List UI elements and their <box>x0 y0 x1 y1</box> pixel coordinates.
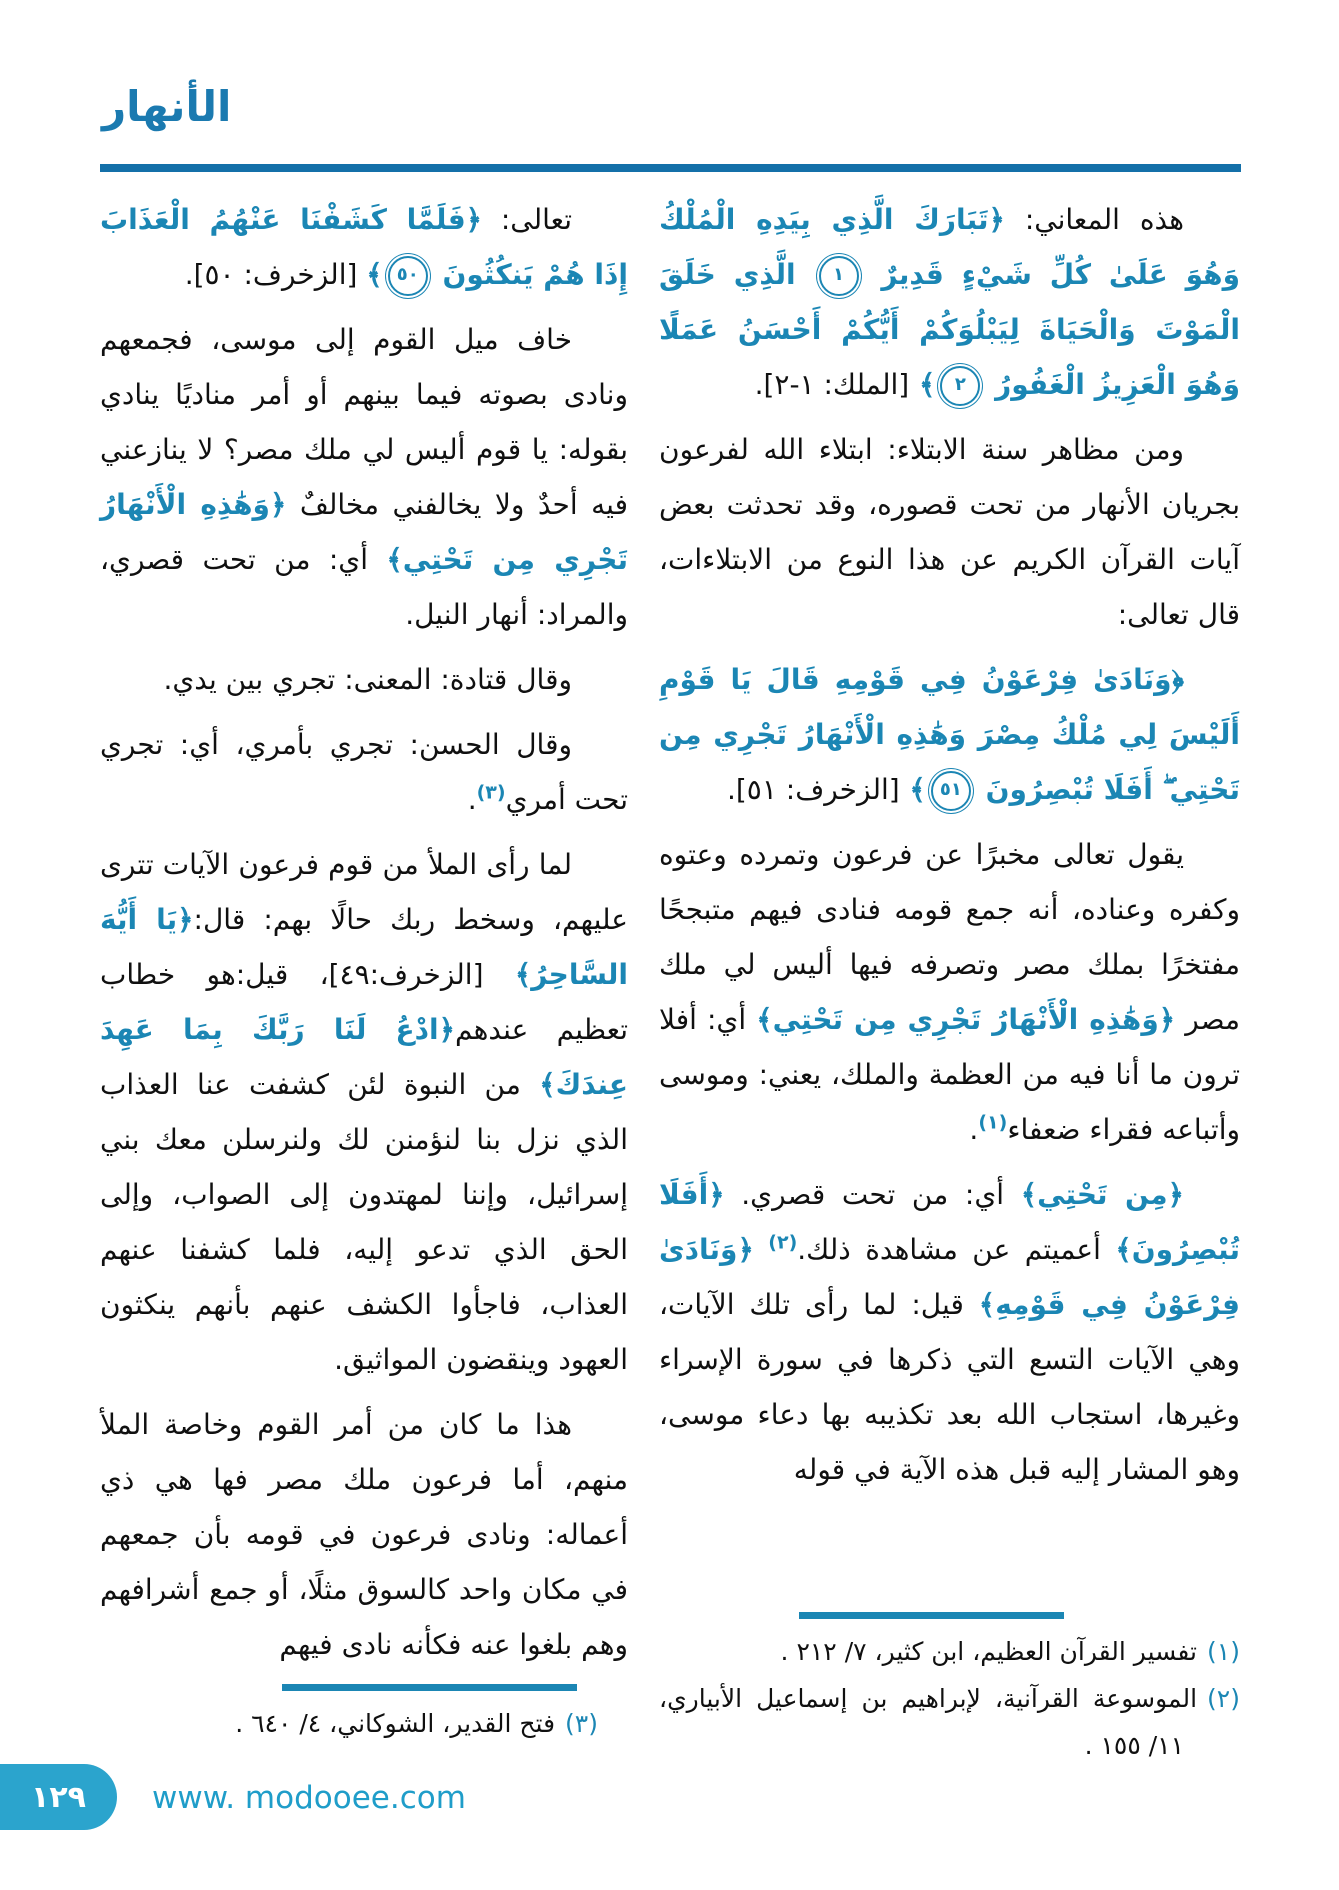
body-text: ومن مظاهر سنة الابتلاء: ابتلاء الله لفرعون بجريان الأنهار من تحت قصوره، وقد تحدثت بعض آيات القرآن الكريم عن هذا النوع من الابتلاءات، قال تعالى: <box>659 433 1240 631</box>
body-text: [الزخرف: ٥٠]. <box>184 258 367 291</box>
website-text: www. modooee.com <box>152 1780 466 1816</box>
body-text: من النبوة لئن كشفت عنا العذاب الذي نزل بنا لنؤمنن لك ولنرسلن معك بني إسرائيل، وإننا لمهتدون إلى الصواب، وإلى الحق الذي تدعو إليه، فلما كشفنا عنهم العذاب، فاجأوا الكشف عنهم بأنهم ينكثون العهود وينقضون المواثيق. <box>100 1068 628 1376</box>
quran-verse-text: ﴿مِن تَحْتِي﴾ <box>1020 1178 1184 1211</box>
quran-verse-text: ﴿أَفَلَا تُبْصِرُونَ﴾ <box>659 1178 1240 1266</box>
quran-verse-text: ﴿ادْعُ لَنَا رَبَّكَ بِمَا عَهِدَ عِندَكَ﴾ <box>100 1013 628 1101</box>
footnote-divider <box>282 1684 577 1691</box>
body-text: أي: أفلا ترون ما أنا فيه من العظمة والملك، يعني: وموسى وأتباعه فقراء ضعفاء <box>659 1003 1240 1146</box>
footnote-text: الموسوعة القرآنية، لإبراهيم بن إسماعيل الأبياري، ١١/ ١٥٥ . <box>659 1684 1198 1760</box>
footnote-list <box>100 1684 628 1747</box>
quran-verse-text: ﴾ <box>909 368 936 401</box>
body-text: أي: من تحت قصري. <box>724 1178 1021 1211</box>
paragraph <box>659 192 1240 412</box>
footnote-item <box>659 1675 1240 1769</box>
footnote-item <box>659 1628 1240 1675</box>
paragraph <box>100 837 628 1387</box>
body-text: هذا ما كان من أمر القوم وخاصة الملأ منهم، أما فرعون ملك مصر فها هي ذي أعماله: ونادى فرعون في قومه بأن جمعهم في مكان واحد كالسوق مثلًا، أو جمع أشرافهم وهم بلغوا عنه فكأنه نادى فيهم <box>100 1408 628 1661</box>
ayah-number-medallion: ٢ <box>940 366 980 406</box>
page-title: الأنهار <box>102 82 232 131</box>
paragraph <box>100 312 628 642</box>
footnote-marker: (٣) <box>565 1709 598 1738</box>
footnote-text: فتح القدير، الشوكاني، ٤/ ٦٤٠ . <box>235 1709 556 1738</box>
footnote-marker: (١) <box>1207 1637 1240 1666</box>
body-text: [الملك: ١-٢]. <box>754 368 910 401</box>
paragraph <box>659 652 1240 817</box>
quran-verse-text: ﴿وَهَٰذِهِ الْأَنْهَارُ تَجْرِي مِن تَحْتِي﴾ <box>100 488 628 576</box>
quran-verse-text: ﴿فَلَمَّا كَشَفْنَا عَنْهُمُ الْعَذَابَ إِذَا هُمْ يَنكُثُونَ <box>100 203 628 291</box>
body-text: أعميتم عن مشاهدة ذلك. <box>797 1233 1116 1266</box>
footnote-marker: (٢) <box>1207 1684 1240 1713</box>
body-text: . <box>467 783 477 816</box>
body-text: تعالى: <box>482 203 572 236</box>
paragraph <box>659 422 1240 642</box>
body-text <box>754 1233 768 1266</box>
footnote-marker-ref: (٢) <box>768 1231 798 1254</box>
quran-verse-text: ﴿وَنَادَىٰ فِرْعَوْنُ فِي قَوْمِهِ﴾ <box>659 1233 1240 1321</box>
body-text: أي: من تحت قصري، والمراد: أنهار النيل. <box>100 543 628 631</box>
page-number-badge <box>0 1764 117 1830</box>
body-text: لما رأى الملأ من قوم فرعون الآيات تترى عليهم، وسخط ربك حالًا بهم: قال: <box>100 848 628 936</box>
body-text: قيل: لما رأى تلك الآيات، وهي الآيات التسع التي ذكرها في سورة الإسراء وغيرها، استجاب الله بعد تكذيبه بها دعاء موسى، وهو المشار إليه قبل هذه الآية في قوله <box>659 1288 1240 1486</box>
ayah-number-medallion: ٥٠ <box>388 256 428 296</box>
body-text: [الزخرف: ٥١]. <box>726 773 900 806</box>
footnote-list <box>659 1612 1240 1769</box>
body-text: يقول تعالى مخبرًا عن فرعون وتمرده وعتوه وكفره وعناده، أنه جمع قومه فنادى فيهم متبجحًا مفتخرًا بملك مصر وتصرفه فيها أليس لي ملك مصر <box>659 838 1240 1036</box>
body-text: [الزخرف:٤٩]، قيل:هو خطاب تعظيم عندهم <box>100 958 628 1046</box>
ayah-number-medallion: ١ <box>819 256 859 296</box>
paragraph <box>659 1167 1240 1497</box>
footnote-text: تفسير القرآن العظيم، ابن كثير، ٧/ ٢١٢ . <box>780 1637 1198 1666</box>
column-left <box>100 192 628 1682</box>
footnote-marker-ref: (٣) <box>476 781 506 804</box>
footnote-item <box>150 1700 598 1747</box>
quran-verse-text: الَّذِي خَلَقَ الْمَوْتَ وَالْحَيَاةَ لِيَبْلُوَكُمْ أَيُّكُمْ أَحْسَنُ عَمَلًا وَهُوَ الْعَزِيزُ الْغَفُورُ <box>659 258 1240 401</box>
paragraph <box>100 1397 628 1672</box>
footnotes-right <box>659 1612 1240 1769</box>
quran-verse-text: ﴿وَنَادَىٰ فِرْعَوْنُ فِي قَوْمِهِ قَالَ يَا قَوْمِ أَلَيْسَ لِي مُلْكُ مِصْرَ وَهَٰذِهِ الْأَنْهَارُ تَجْرِي مِن تَحْتِي ۖ أَفَلَا تُبْصِرُونَ <box>659 663 1240 806</box>
column-right <box>659 192 1240 1507</box>
footnotes-left <box>100 1684 628 1747</box>
body-text: خاف ميل القوم إلى موسى، فجمعهم ونادى بصوته فيما بينهم أو أمر مناديًا ينادي بقوله: يا قوم أليس لي ملك مصر؟ لا ينازعني فيه أحدٌ ولا يخالفني مخالفٌ <box>100 323 628 521</box>
quran-verse-text: ﴿يَا أَيُّهَ السَّاحِرُ﴾ <box>100 903 628 991</box>
quran-verse-text: ﴾ <box>899 773 926 806</box>
quran-verse-text: ﴿وَهَٰذِهِ الْأَنْهَارُ تَجْرِي مِن تَحْتِي﴾ <box>756 1003 1176 1036</box>
body-text: وقال الحسن: تجري بأمري، أي: تجري تحت أمري <box>100 728 628 816</box>
quran-verse-text: ﴾ <box>366 258 383 291</box>
quran-verse-text: ﴿تَبَارَكَ الَّذِي بِيَدِهِ الْمُلْكُ وَهُوَ عَلَىٰ كُلِّ شَيْءٍ قَدِيرٌ <box>659 203 1241 291</box>
paragraph <box>100 652 628 707</box>
paragraph <box>100 192 628 302</box>
header-divider <box>100 164 1241 172</box>
footnote-divider <box>799 1612 1064 1619</box>
ayah-number-medallion: ٥١ <box>931 771 971 811</box>
paragraph <box>100 717 628 827</box>
body-text: وقال قتادة: المعنى: تجري بين يدي. <box>163 663 572 696</box>
page-number: ١٢٩ <box>31 1779 86 1815</box>
paragraph <box>659 827 1240 1157</box>
body-text: هذه المعاني: <box>1004 203 1184 236</box>
body-text: . <box>969 1113 979 1146</box>
footnote-marker-ref: (١) <box>978 1111 1008 1134</box>
